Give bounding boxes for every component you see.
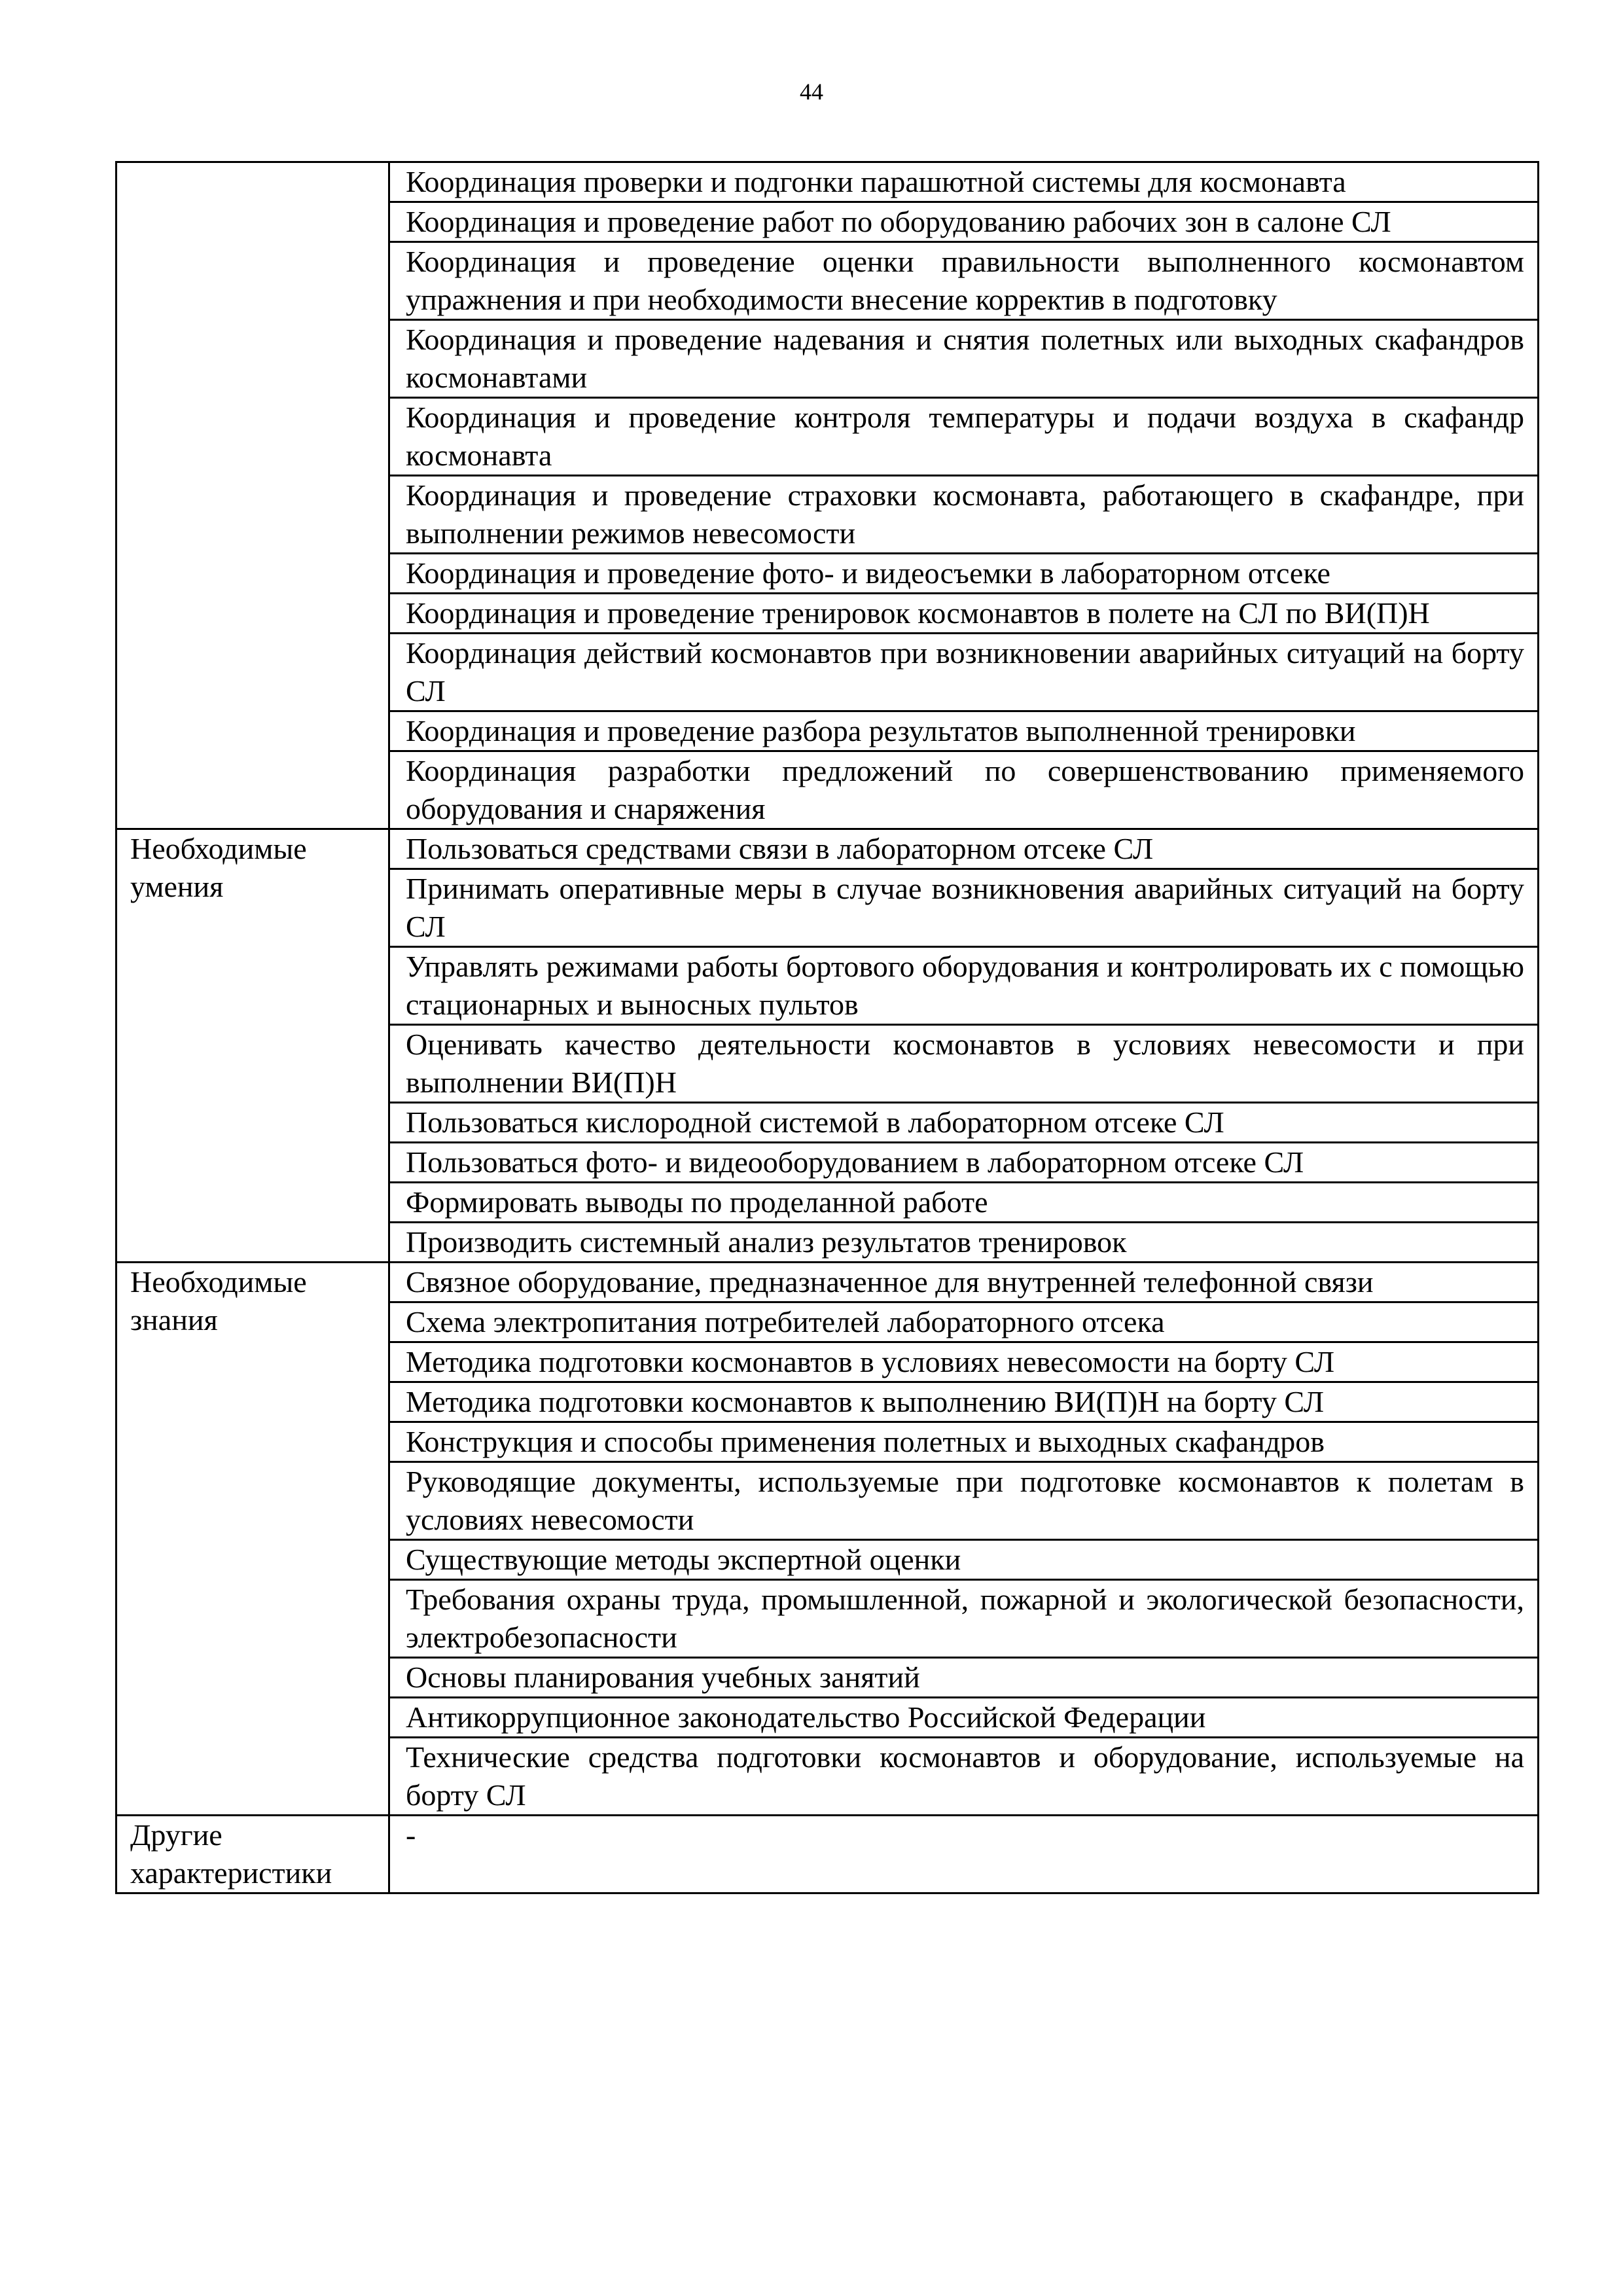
section-label: [116, 162, 389, 829]
section-item: Связное оборудование, предназначенное для внутренней телефонной связи: [389, 1263, 1539, 1302]
section-item: Схема электропитания потребителей лабораторного отсека: [389, 1302, 1539, 1342]
section-item: Координация и проведение тренировок космонавтов в полете на СЛ по ВИ(П)Н: [389, 594, 1539, 634]
section-item: Требования охраны труда, промышленной, пожарной и экологической безопасности, электробезопасности: [389, 1580, 1539, 1658]
section-item: Координация и проведение страховки космонавта, работающего в скафандре, при выполнении режимов невесомости: [389, 476, 1539, 554]
section-item: Координация действий космонавтов при возникновении аварийных ситуаций на борту СЛ: [389, 634, 1539, 711]
section-label: Необходимые знания: [116, 1263, 389, 1816]
section-item: Координация проверки и подгонки парашютной системы для космонавта: [389, 162, 1539, 202]
section-item: Управлять режимами работы бортового оборудования и контролировать их с помощью стационарных и выносных пультов: [389, 947, 1539, 1025]
qualification-table: [115, 161, 1539, 1894]
section-item: Координация и проведение контроля температуры и подачи воздуха в скафандр космонавта: [389, 398, 1539, 476]
section-item: Антикоррупционное законодательство Российской Федерации: [389, 1698, 1539, 1738]
section-item: Координация и проведение оценки правильности выполненного космонавтом упражнения и при необходимости внесение корректив в подготовку: [389, 242, 1539, 320]
section-item: Руководящие документы, используемые при подготовке космонавтов к полетам в условиях невесомости: [389, 1462, 1539, 1540]
section-item: Координация и проведение разбора результатов выполненной тренировки: [389, 711, 1539, 751]
table-row: [116, 1263, 1539, 1302]
section-item: Методика подготовки космонавтов в условиях невесомости на борту СЛ: [389, 1342, 1539, 1382]
section-item: Пользоваться кислородной системой в лабораторном отсеке СЛ: [389, 1103, 1539, 1143]
table-body: [116, 162, 1539, 1893]
table-row: [116, 162, 1539, 202]
section-item: Технические средства подготовки космонавтов и оборудование, используемые на борту СЛ: [389, 1738, 1539, 1816]
section-item: Координация и проведение фото- и видеосъемки в лабораторном отсеке: [389, 554, 1539, 594]
section-label: Другие характеристики: [116, 1816, 389, 1893]
section-item: Координация и проведение надевания и снятия полетных или выходных скафандров космонавтами: [389, 320, 1539, 398]
page-number: 44: [800, 79, 823, 105]
table-row: [116, 829, 1539, 869]
section-label: Необходимые умения: [116, 829, 389, 1263]
section-item: Формировать выводы по проделанной работе: [389, 1183, 1539, 1223]
section-item: Координация разработки предложений по совершенствованию применяемого оборудования и снаряжения: [389, 751, 1539, 829]
section-item: Оценивать качество деятельности космонавтов в условиях невесомости и при выполнении ВИ(П)Н: [389, 1025, 1539, 1103]
section-item: -: [389, 1816, 1539, 1893]
table-row: [116, 1816, 1539, 1893]
section-item: Принимать оперативные меры в случае возникновения аварийных ситуаций на борту СЛ: [389, 869, 1539, 947]
section-item: Пользоваться средствами связи в лабораторном отсеке СЛ: [389, 829, 1539, 869]
section-item: Методика подготовки космонавтов к выполнению ВИ(П)Н на борту СЛ: [389, 1382, 1539, 1422]
section-item: Конструкция и способы применения полетных и выходных скафандров: [389, 1422, 1539, 1462]
section-item: Существующие методы экспертной оценки: [389, 1540, 1539, 1580]
section-item: Производить системный анализ результатов тренировок: [389, 1223, 1539, 1263]
section-item: Координация и проведение работ по оборудованию рабочих зон в салоне СЛ: [389, 202, 1539, 242]
section-item: Пользоваться фото- и видеооборудованием в лабораторном отсеке СЛ: [389, 1143, 1539, 1183]
section-item: Основы планирования учебных занятий: [389, 1658, 1539, 1698]
